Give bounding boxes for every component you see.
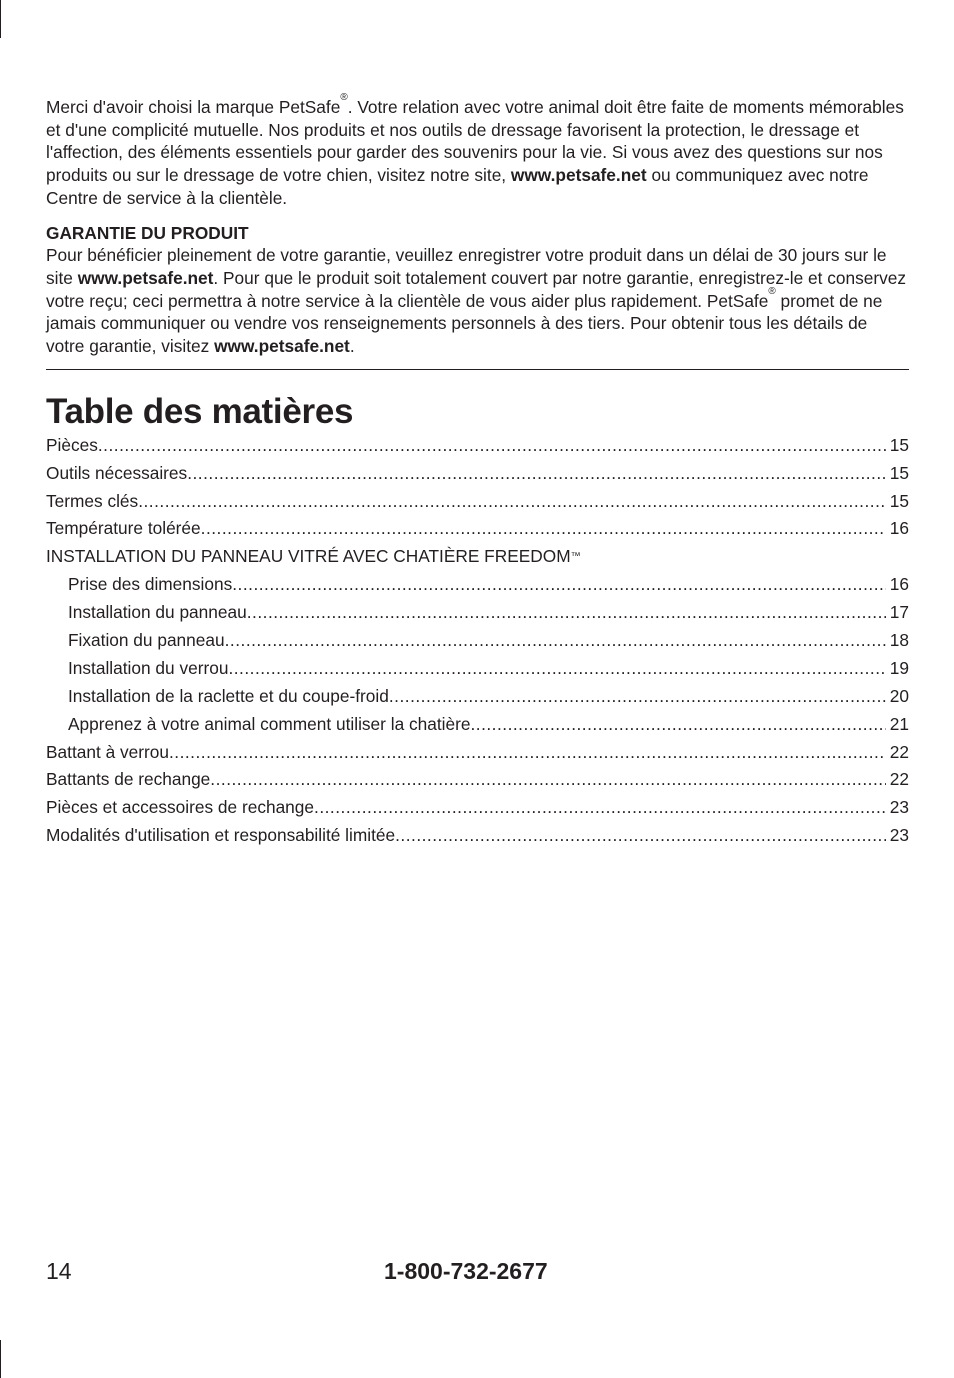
table-of-contents (46, 432, 909, 850)
toc-page-number: 22 (889, 769, 909, 790)
toc-section-heading: INSTALLATION DU PANNEAU VITRÉ AVEC CHATIÈRE FREEDOM ™ (46, 546, 581, 567)
toc-page-number: 15 (889, 434, 909, 455)
crop-mark-bottom (0, 1340, 1, 1378)
toc-leader (389, 683, 886, 711)
toc-page-number: 15 (889, 490, 909, 511)
toc-entry[interactable]: Battant à verrou ..... 22 (46, 739, 909, 767)
page-number: 14 (46, 1258, 72, 1284)
toc-entry[interactable]: Termes clés ..... 15 (46, 488, 909, 516)
website-link[interactable]: www.petsafe.net (510, 165, 647, 186)
toc-page-number: 23 (889, 797, 909, 818)
toc-entry[interactable]: Installation du panneau ..... 17 (46, 599, 909, 627)
toc-entry[interactable]: Installation de la raclette et du coupe-froid ..... 20 (46, 683, 909, 711)
toc-leader (247, 599, 886, 627)
toc-page-number: 16 (889, 518, 909, 539)
toc-leader (470, 711, 885, 739)
toc-entry[interactable]: Fixation du panneau ..... 18 (46, 627, 909, 655)
toc-title: Table des matières (46, 391, 354, 431)
crop-mark-top (0, 0, 1, 38)
toc-leader (201, 515, 886, 543)
toc-page-number: 20 (889, 685, 909, 706)
toc-leader (232, 571, 886, 599)
toc-leader (225, 627, 886, 655)
toc-leader (169, 739, 886, 767)
phone-number: 1-800-732-2677 (384, 1258, 548, 1284)
toc-leader (138, 488, 886, 516)
warranty-heading: GARANTIE DU PRODUIT (46, 222, 249, 243)
toc-page-number: 22 (889, 741, 909, 762)
toc-entry[interactable]: Modalités d'utilisation et responsabilité limitée ..... 23 (46, 822, 909, 850)
intro-paragraph: Merci d'avoir choisi la marque PetSafe®. Votre relation avec votre animal doit être faite de moments mémorables et d'une complicité mutuelle. Nos produits et nos outils de dressage favorisent la protection, le dressage et l'affection, des éléments essentiels pour garder des souvenirs pour la vie. Si vous avez des questions sur nos produits ou sur le dressage de votre chien, visitez notre site, www.petsafe.net ou communiquez avec notre Centre de service à la clientèle. (46, 92, 904, 208)
page-content (46, 92, 909, 850)
divider (46, 369, 909, 370)
toc-leader (314, 794, 886, 822)
toc-entry[interactable]: Installation du verrou ..... 19 (46, 655, 909, 683)
toc-entry[interactable]: Prise des dimensions ..... 16 (46, 571, 909, 599)
toc-page-number: 17 (889, 602, 909, 623)
toc-leader (187, 460, 886, 488)
toc-leader (210, 766, 885, 794)
toc-page-number: 15 (889, 462, 909, 483)
website-link[interactable]: www.petsafe.net (77, 267, 214, 288)
toc-leader (98, 432, 886, 460)
warranty-paragraph: Pour bénéficier pleinement de votre garantie, veuillez enregistrer votre produit dans un délai de 30 jours sur le site www.petsafe.net. Pour que le produit soit totalement couvert par notre garantie, enregistrez-le et conservez votre reçu; ceci permettra à notre service à la clientèle de vous aider plus rapidement. PetSafe® promet de ne jamais communiquer ou vendre vos renseignements personnels à des tiers. Pour obtenir tous les détails de votre garantie, visitez www.petsafe.net. (46, 245, 907, 357)
website-link[interactable]: www.petsafe.net (214, 336, 350, 357)
toc-page-number: 21 (889, 713, 909, 734)
toc-entry[interactable]: Pièces ..... 15 (46, 432, 909, 460)
toc-page-number: 16 (889, 574, 909, 595)
toc-page-number: 23 (889, 825, 909, 846)
toc-page-number: 18 (889, 629, 909, 650)
toc-leader (228, 655, 885, 683)
toc-entry[interactable]: Apprenez à votre animal comment utiliser la chatière ..... 21 (46, 711, 909, 739)
toc-entry[interactable]: Outils nécessaires ..... 15 (46, 460, 909, 488)
warranty-section (46, 222, 909, 358)
toc-page-number: 19 (889, 657, 909, 678)
toc-entry[interactable]: Température tolérée ..... 16 (46, 515, 909, 543)
toc-leader (395, 822, 886, 850)
toc-entry[interactable]: Pièces et accessoires de rechange ..... 23 (46, 794, 909, 822)
toc-entry[interactable]: Battants de rechange ..... 22 (46, 766, 909, 794)
